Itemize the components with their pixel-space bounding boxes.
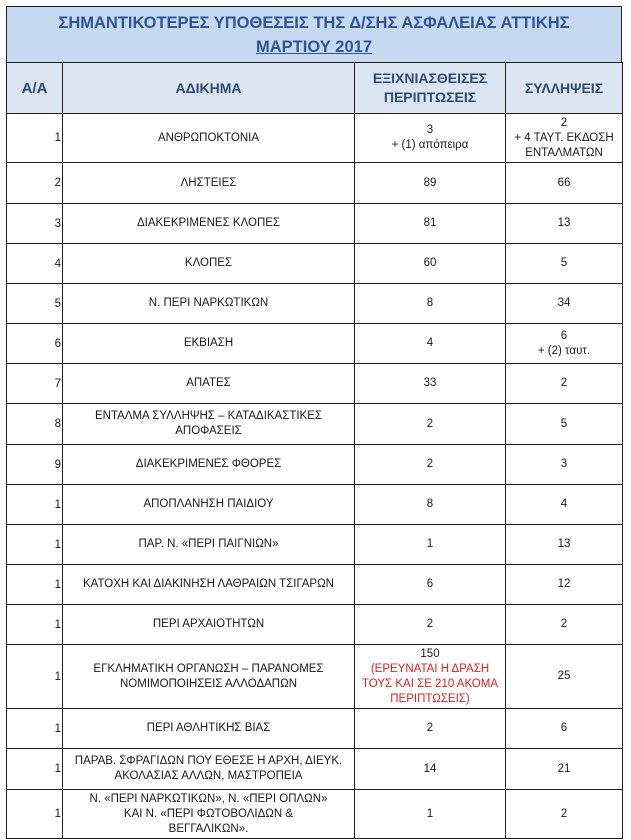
row-cases-line: 1 [426,807,434,820]
row-cases-line: 150 [420,647,440,660]
row-cases-line: 3 [426,124,434,136]
row-offense [63,605,355,645]
crime-report-sheet [6,6,622,839]
row-arrests [506,565,623,605]
table-row [7,525,623,565]
row-cases [355,485,506,525]
table-body [7,114,623,839]
row-index: 1 [7,790,63,839]
row-offense [63,324,355,364]
row-offense-line: ΔΙΑΚΕΚΡΙΜΕΝΕΣ ΦΘΟΡΕΣ [135,458,282,470]
row-offense [63,204,355,244]
row-cases [355,709,506,749]
row-cases-line: 6 [426,578,434,590]
row-index: 1 [7,525,63,565]
row-arrests [506,163,623,204]
row-arrests-line: 13 [557,217,571,229]
row-offense-line: ΚΑΤΟΧΗ ΚΑΙ ΔΙΑΚΙΝΗΣΗ ΛΑΘΡΑΙΩΝ ΤΣΙΓΑΡΩΝ [83,578,334,590]
row-arrests [506,244,623,284]
row-offense-line: ΠΕΡΙ ΑΘΛΗΤΙΚΗΣ ΒΙΑΣ [146,722,271,734]
row-cases [355,244,506,284]
table-row [7,244,623,284]
row-offense-line: ΕΓΚΛΗΜΑΤΙΚΗ ΟΡΓΑΝΩΣΗ – ΠΑΡΑΝΟΜΕΣ [93,662,324,675]
row-index: 6 [7,324,63,364]
row-index: 4 [7,244,63,284]
row-offense-line: ΠΑΡ. Ν. «ΠΕΡΙ ΠΑΙΓΝΙΩΝ» [138,538,279,550]
row-arrests-line: 2 [560,116,568,129]
row-offense-line: ΠΕΡΙ ΑΡΧΑΙΟΤΗΤΩΝ [152,618,265,630]
row-offense [63,645,355,709]
row-offense-line: ΝΟΜΙΜΟΠΟΙΗΣΕΙΣ ΑΛΛΟΔΑΠΩΝ [120,677,297,690]
row-index: 1 [7,709,63,749]
header-index: Α/Α [7,63,63,114]
row-cases-line: 8 [426,297,434,309]
row-arrests [506,709,623,749]
row-index: 3 [7,204,63,244]
row-cases [355,114,506,163]
row-offense-line: ΚΑΙ Ν. «ΠΕΡΙ ΦΩΤΟΒΟΛΙΔΩΝ & [123,807,294,820]
row-offense-line: ΑΚΟΛΑΣΙΑΣ ΑΛΛΩΝ, ΜΑΣΤΡΟΠΕΙΑ [114,770,303,782]
row-arrests [506,364,623,404]
row-arrests-line: 2 [560,377,568,389]
row-cases [355,525,506,565]
row-offense [63,244,355,284]
report-title-line1: ΣΗΜΑΝΤΙΚΟΤΕΡΕΣ ΥΠΟΘΕΣΕΙΣ ΤΗΣ Δ/ΣΗΣ ΑΣΦΑΛΕΙΑΣ ΑΤΤΙΚΗΣ [58,14,570,32]
row-arrests [506,749,623,790]
row-index: 1 [7,749,63,790]
row-offense [63,445,355,485]
report-title-month: ΜΑΡΤΙΟΥ 2017 [256,38,372,56]
table-row [7,749,623,790]
row-cases-line: 4 [426,337,434,349]
row-offense-line: ΑΠΟΦΑΣΕΙΣ [175,425,242,437]
row-offense-line: ΔΙΑΚΕΚΡΙΜΕΝΕΣ ΚΛΟΠΕΣ [136,217,281,229]
row-cases [355,565,506,605]
row-index: 1 [7,114,63,163]
row-offense-line: ΒΕΓΓΑΛΙΚΩΝ». [168,822,249,835]
table-row [7,114,623,163]
row-index: 1 [7,645,63,709]
row-arrests-line: 4 [560,498,568,510]
row-index: 2 [7,163,63,204]
row-arrests [506,404,623,445]
table-row [7,404,623,445]
row-index: 7 [7,364,63,404]
row-cases-line: 2 [426,458,434,470]
row-offense-line: Ν. ΠΕΡΙ ΝΑΡΚΩΤΙΚΩΝ [148,297,269,309]
table-row [7,163,623,204]
row-index: 1 [7,485,63,525]
row-cases-line: 33 [423,377,437,389]
table-row [7,565,623,605]
row-arrests [506,485,623,525]
row-cases [355,324,506,364]
row-cases-line: 2 [426,417,434,430]
row-arrests [506,525,623,565]
row-index: 1 [7,605,63,645]
row-arrests [506,445,623,485]
row-arrests [506,324,623,364]
row-cases [355,445,506,485]
row-cases-line: 89 [423,176,437,189]
table-row [7,645,623,709]
row-index: 8 [7,404,63,445]
row-cases [355,404,506,445]
row-arrests-line: 2 [560,618,568,630]
row-arrests [506,645,623,709]
row-cases-line: 2 [426,722,434,734]
row-offense [63,364,355,404]
header-cases [355,63,506,114]
report-title [6,6,622,62]
row-offense-line: ΠΑΡΑΒ. ΣΦΡΑΓΙΔΩΝ ΠΟΥ ΕΘΕΣΕ Η ΑΡΧΗ, ΔΙΕΥΚ. [74,755,343,767]
row-arrests-line: 34 [557,297,571,309]
row-arrests-line: 3 [560,458,568,470]
row-offense-line: ΑΠΟΠΛΑΝΗΣΗ ΠΑΙΔΙΟΥ [143,498,274,510]
row-offense [63,790,355,839]
row-cases [355,790,506,839]
row-offense [63,485,355,525]
row-offense-line: ΑΝΘΡΩΠΟΚΤΟΝΙΑ [157,131,260,144]
row-arrests [506,114,623,163]
row-offense [63,709,355,749]
row-cases-line: 2 [426,618,434,630]
row-cases-line: ΠΕΡΙΠΤΩΣΕΙΣ) [390,692,470,705]
row-index: 1 [7,565,63,605]
table-row [7,709,623,749]
row-cases [355,749,506,790]
row-index: 5 [7,284,63,324]
table-row [7,445,623,485]
row-cases [355,364,506,404]
row-offense-line: ΛΗΣΤΕΙΕΣ [180,176,237,189]
row-offense-line: Ν. «ΠΕΡΙ ΝΑΡΚΩΤΙΚΩΝ», Ν. «ΠΕΡΙ ΟΠΛΩΝ» [89,792,328,805]
row-offense [63,114,355,163]
header-cases-line1: ΕΞΙΧΝΙΑΣΘΕΙΣΕΣ [372,70,488,86]
row-cases-line: 60 [423,257,437,269]
table-row [7,364,623,404]
row-cases [355,163,506,204]
row-cases-line: 8 [426,498,434,510]
row-cases-line: + (1) απόπειρα [391,139,469,151]
table-header-row [7,63,623,114]
row-arrests-line: + 4 ΤΑΥΤ. ΕΚΔΟΣΗ [514,131,614,144]
row-arrests-line: ΕΝΤΑΛΜΑΤΩΝ [525,146,603,159]
row-arrests-line: 5 [560,257,568,269]
row-arrests-line: 2 [560,807,568,820]
row-cases-line: ΤΟΥΣ ΚΑΙ ΣΕ 210 ΑΚΟΜΑ [361,677,498,690]
table-row [7,605,623,645]
header-cases-line2: ΠΕΡΙΠΤΩΣΕΙΣ [383,89,477,105]
row-offense-line: ΕΚΒΙΑΣΗ [183,337,234,349]
row-cases-line: (ΕΡΕΥΝΑΤΑΙ Η ΔΡΑΣΗ [370,662,490,675]
row-offense [63,163,355,204]
header-arrests: ΣΥΛΛΗΨΕΙΣ [506,63,623,114]
row-arrests-line: 21 [557,762,571,775]
row-arrests-line: 13 [557,538,571,550]
row-offense [63,565,355,605]
row-offense-line: ΚΛΟΠΕΣ [184,257,233,269]
row-arrests-line: 6 [560,329,568,342]
row-arrests-line: 66 [557,176,571,189]
header-offense: ΑΔΙΚΗΜΑ [63,63,355,114]
table-row [7,485,623,525]
row-arrests-line: 12 [557,578,571,590]
row-offense [63,284,355,324]
row-offense [63,749,355,790]
table-row [7,790,623,839]
row-arrests [506,284,623,324]
row-cases-line: 14 [423,762,437,775]
row-offense-line: ΑΠΑΤΕΣ [186,377,231,389]
row-arrests-line: + (2) ταυτ. [537,344,591,357]
row-cases [355,645,506,709]
table-row [7,324,623,364]
row-cases-line: 1 [426,538,434,550]
row-cases-line: 81 [423,217,437,229]
row-cases [355,605,506,645]
table-row [7,284,623,324]
row-cases [355,204,506,244]
row-index: 9 [7,445,63,485]
row-offense [63,404,355,445]
row-cases [355,284,506,324]
row-arrests [506,204,623,244]
row-offense-line: ΕΝΤΑΛΜΑ ΣΥΛΛΗΨΗΣ – ΚΑΤΑΔΙΚΑΣΤΙΚΕΣ [94,410,323,422]
table-row [7,204,623,244]
row-arrests-line: 5 [560,417,568,430]
row-arrests [506,790,623,839]
row-offense [63,525,355,565]
row-arrests-line: 6 [560,722,568,734]
crime-stats-table [6,62,623,839]
row-arrests-line: 25 [557,670,571,682]
row-arrests [506,605,623,645]
